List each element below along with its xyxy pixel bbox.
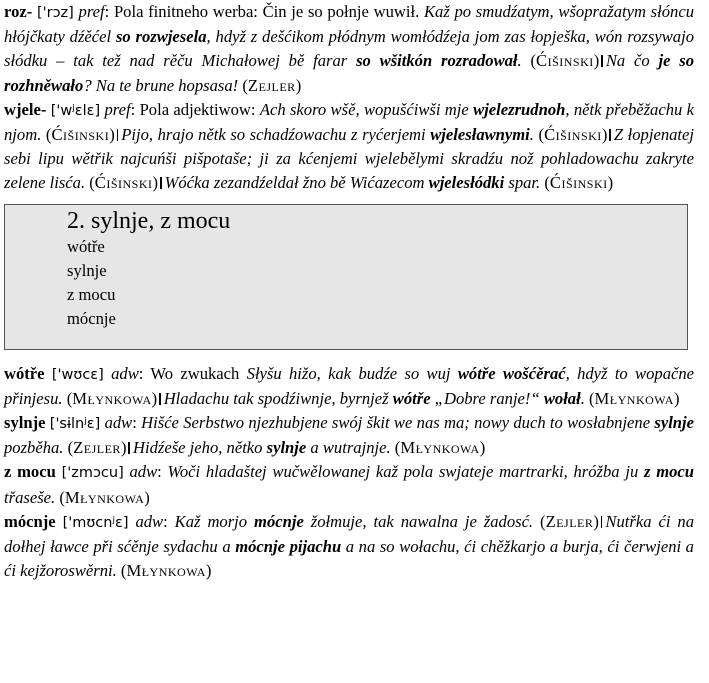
example-separator xyxy=(159,393,161,405)
example-separator xyxy=(601,55,603,67)
italic-text: pozběha. xyxy=(4,438,68,458)
text: ( xyxy=(89,173,95,193)
headword: z mocu xyxy=(4,462,62,482)
source-author: Zejler xyxy=(73,438,121,458)
italic-text: a wutrajnje. xyxy=(306,438,395,458)
highlighted-term: mócnje xyxy=(254,511,304,531)
highlighted-term: mócnje pijachu xyxy=(235,537,342,557)
text: ) xyxy=(205,561,212,581)
pronunciation: ['zmɔcu] xyxy=(61,465,124,482)
highlighted-term: z mocu xyxy=(644,462,694,482)
source-author: Ćišinski xyxy=(544,125,602,145)
italic-text: ? Na te brune hopsasa! xyxy=(83,75,243,95)
entry-mocnje xyxy=(4,510,694,584)
text: ) xyxy=(601,125,608,145)
italic-text: třaseše. xyxy=(4,487,60,507)
italic-text: „Dobre ranje!“ xyxy=(430,388,544,408)
entries-top xyxy=(4,0,694,196)
italic-text: adw xyxy=(104,413,133,433)
text xyxy=(104,364,111,383)
italic-text: Nutřka ći na dołhej ławce při sćěnje sydachu a xyxy=(4,511,694,557)
highlighted-term: wjelesłódki xyxy=(428,173,505,193)
text: ( xyxy=(589,388,595,408)
text: ( xyxy=(120,561,127,581)
text: ) xyxy=(144,487,150,507)
italic-text: , nětk přeběžachu k njom. xyxy=(4,99,695,145)
source-author: Młynkowa xyxy=(72,388,152,408)
entry-roz xyxy=(4,0,694,98)
headword: roz- xyxy=(4,2,37,21)
pronunciation: ['rɔz] xyxy=(36,5,74,21)
highlighted-term: sylnje xyxy=(266,438,307,458)
pronunciation: ['wʊcɛ] xyxy=(51,366,104,383)
italic-text: . xyxy=(529,125,539,145)
sense-heading: 2. sylnje, z mocu xyxy=(67,207,231,234)
italic-text: . xyxy=(517,51,531,71)
source-author: Młynkowa xyxy=(64,487,145,507)
text: ) xyxy=(673,388,680,408)
text: ) xyxy=(479,438,486,458)
italic-text: Hišće Serbstwo njezhubjene swój škit we nas ma; nowy duch to wosłabnjene xyxy=(141,413,655,433)
source-author: Ćišinski xyxy=(536,51,594,71)
text: ( xyxy=(538,125,545,145)
text: : xyxy=(132,413,142,433)
pronunciation: ['sɨlnʲɛ] xyxy=(49,416,101,433)
italic-text: Kaž morjo xyxy=(174,511,255,531)
italic-text: , hdyž to wopačne přinjesu. xyxy=(4,363,695,408)
italic-text: adw xyxy=(135,511,164,531)
italic-text: pref xyxy=(78,2,105,21)
highlighted-term: sylnje xyxy=(654,413,695,433)
italic-text: Słyšu hižo, kak budźe so wuj xyxy=(246,363,458,383)
synonym-item: mócnje xyxy=(67,308,116,328)
italic-text: pref xyxy=(104,99,131,119)
highlighted-term: wjelezrudnoh xyxy=(473,99,566,119)
pronunciation: ['wʲɛlɛ] xyxy=(50,102,101,119)
example-separator xyxy=(601,516,603,528)
text: ( xyxy=(544,173,550,193)
italic-text: adw xyxy=(111,363,139,383)
text: : xyxy=(163,511,175,531)
synonym-item: wótře xyxy=(67,236,105,256)
italic-text: adw xyxy=(129,462,158,482)
source-author: Ćišinski xyxy=(51,125,110,145)
highlighted-term: wjelesławnymi xyxy=(430,125,530,145)
sense-box-panel xyxy=(4,204,688,350)
text: : Wo zwukach xyxy=(138,363,247,383)
italic-text: Ach skoro wšě, wopušćiwši mje xyxy=(259,99,474,119)
italic-text: Hladachu tak spodźiwnje, byrnjež xyxy=(163,388,393,408)
synonym-list xyxy=(67,235,116,331)
italic-text: žołmuje, tak nawalna je žadosć. xyxy=(303,511,541,531)
example-separator xyxy=(609,129,611,141)
example-separator xyxy=(117,129,119,141)
text: ) xyxy=(151,388,158,408)
italic-text: Hidźeše jeho, nětko xyxy=(132,438,267,458)
text: ) xyxy=(295,75,302,95)
text: ( xyxy=(67,438,74,458)
text: ) xyxy=(607,173,614,193)
source-author: Ćišinski xyxy=(549,173,608,193)
headword: wótře xyxy=(4,363,52,383)
italic-text: . xyxy=(580,388,590,408)
synonym-item: z mocu xyxy=(67,284,116,304)
entry-sylnje xyxy=(4,411,694,460)
italic-text: Z łopjenatej sebi lipu wětřik najcuńši pišpotaše; ji za kćenjemi wjelebělymi skradźu nož pohladowachu zakryte zelene lisća. xyxy=(4,125,695,193)
entry-zmocu xyxy=(4,460,694,509)
headword: wjele- xyxy=(4,99,51,119)
source-author: Ćišinski xyxy=(94,173,153,193)
entry-wotre xyxy=(4,362,694,411)
source-author: Młynkowa xyxy=(594,388,674,408)
headword: mócnje xyxy=(4,511,63,531)
source-author: Młynkowa xyxy=(400,438,480,458)
italic-text: Wóćka zezandźeldał žno bě Wićazecom xyxy=(164,173,429,193)
highlighted-term: so rozwjesela xyxy=(115,27,207,47)
italic-text: , hdyž z dešćikom płódnym womłódźeja jom zas łopješka, wón rozsywajo słódku – tak tež nad rěču Michałowej bě farar xyxy=(4,27,694,71)
highlighted-term: je so rozhněwało xyxy=(4,51,694,95)
text: ) xyxy=(120,438,127,458)
dictionary-page xyxy=(4,0,694,583)
entry-wjele xyxy=(4,98,694,196)
text: ( xyxy=(394,438,401,458)
italic-text: spar. xyxy=(504,173,545,193)
headword: sylnje xyxy=(4,413,50,433)
highlighted-term: wołał xyxy=(543,388,581,408)
highlighted-term: wótře wošćěrać xyxy=(457,363,566,383)
text: ( xyxy=(540,511,546,531)
example-separator xyxy=(160,177,162,189)
text: ( xyxy=(242,75,248,95)
source-author: Zejler xyxy=(247,75,296,95)
pronunciation: ['mʊcnʲɛ] xyxy=(62,514,129,531)
italic-text: Woči hladaštej wučwělowanej kaž pola swjateje martrarki, hróžba ju xyxy=(167,462,644,482)
italic-text: Na čo xyxy=(605,51,659,71)
text: : xyxy=(157,462,168,482)
text: ( xyxy=(45,125,52,145)
text: : Pola finitneho werba: Čin je so połnje wuwił. xyxy=(104,2,424,21)
text: ( xyxy=(66,388,73,408)
text: ( xyxy=(59,487,65,507)
text: ) xyxy=(593,511,599,531)
text: : Pola adjektiwow: xyxy=(130,99,260,119)
text: ) xyxy=(152,173,159,193)
italic-text: Kaž po smudźatym, wšopražatym słóncu hłójčkaty dźěćel xyxy=(4,2,694,47)
text: ( xyxy=(530,51,537,71)
sense-box xyxy=(4,204,694,350)
example-separator xyxy=(128,442,130,454)
italic-text: Pijo, hrajo nětk so schadźowachu z ryćerjemi xyxy=(121,125,431,145)
highlighted-term: so wšitkón rozradował xyxy=(356,51,518,71)
source-author: Młynkowa xyxy=(126,561,206,581)
italic-text: a na so wołachu, ći chěžkarjo a burja, ći čerwjeni a ći kejžoroswěrni. xyxy=(4,537,694,581)
text: ) xyxy=(109,125,115,145)
text: ) xyxy=(593,51,600,71)
synonym-item: sylnje xyxy=(67,260,107,280)
highlighted-term: wótře xyxy=(392,388,431,408)
entries-bottom xyxy=(4,362,694,584)
source-author: Zejler xyxy=(545,511,594,531)
